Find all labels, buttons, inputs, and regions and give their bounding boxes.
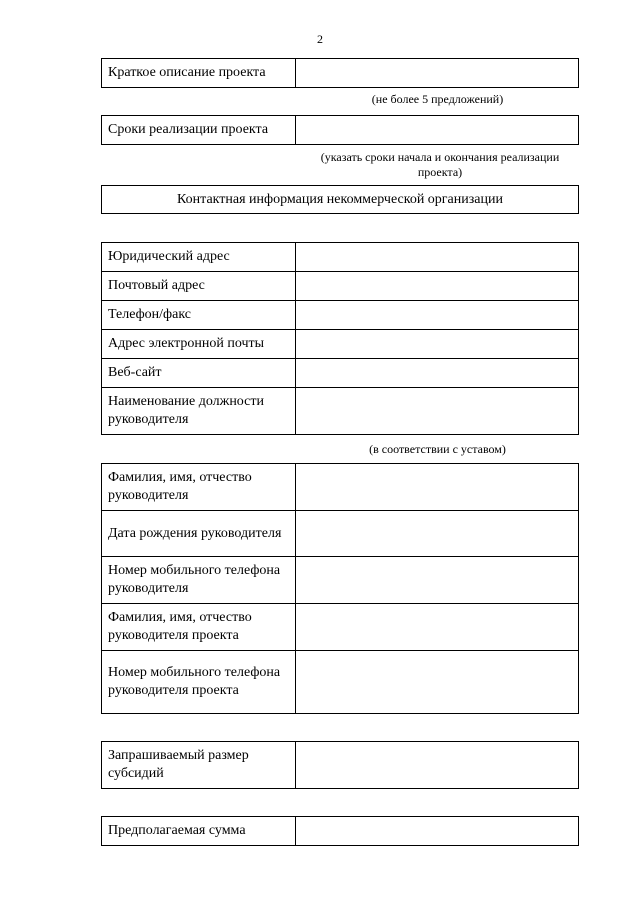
project-timeline-label: Сроки реализации проекта [102,116,296,145]
table-row [102,301,579,330]
contact-label-website: Веб-сайт [102,359,296,388]
page-number: 2 [317,32,323,46]
table-row [102,243,579,272]
contact-label-head-position: Наименование должности руководителя [102,388,296,435]
contact-label-legal-address: Юридический адрес [102,243,296,272]
table-row [102,359,579,388]
contact-label-email: Адрес электронной почты [102,330,296,359]
project-description-note: (не более 5 предложений) [371,92,504,106]
table-row [102,388,579,435]
legal-address-field[interactable] [296,243,579,272]
charter-note: (в соответствии с уставом) [369,442,506,456]
head-label-mobile: Номер мобильного телефона руководителя [102,557,296,604]
subsidy-label: Запрашиваемый размер субсидий [102,742,296,789]
table-row [102,272,579,301]
project-timeline-field[interactable] [296,116,579,145]
project-head-label-full-name: Фамилия, имя, отчество руководителя проекта [102,604,296,651]
website-field[interactable] [296,359,579,388]
contact-label-postal-address: Почтовый адрес [102,272,296,301]
table-row [102,511,579,557]
expected-sum-label: Предполагаемая сумма [102,817,296,846]
expected-sum-table [101,816,579,846]
subsidy-field[interactable] [296,742,579,789]
project-timeline-note-line1: (указать сроки начала и окончания реализации [320,150,560,164]
project-description-field[interactable] [296,59,579,88]
project-head-mobile-field[interactable] [296,651,579,714]
head-mobile-field[interactable] [296,557,579,604]
head-position-field[interactable] [296,388,579,435]
table-row [102,604,579,651]
phone-fax-field[interactable] [296,301,579,330]
table-row [102,464,579,511]
contact-table [101,242,579,435]
table-row [102,651,579,714]
head-label-full-name: Фамилия, имя, отчество руководителя [102,464,296,511]
project-head-full-name-field[interactable] [296,604,579,651]
contact-heading: Контактная информация некоммерческой организации [101,185,579,214]
project-timeline-note-line2: проекта) [417,165,463,179]
project-head-label-mobile: Номер мобильного телефона руководителя проекта [102,651,296,714]
email-field[interactable] [296,330,579,359]
project-timeline-table [101,115,579,145]
table-row [102,330,579,359]
project-description-label: Краткое описание проекта [102,59,296,88]
table-row [102,557,579,604]
project-description-table [101,58,579,88]
contact-label-phone-fax: Телефон/факс [102,301,296,330]
head-label-birth-date: Дата рождения руководителя [102,511,296,557]
subsidy-table [101,741,579,789]
head-table [101,463,579,714]
postal-address-field[interactable] [296,272,579,301]
expected-sum-field[interactable] [296,817,579,846]
head-birth-date-field[interactable] [296,511,579,557]
head-full-name-field[interactable] [296,464,579,511]
project-timeline-note [290,150,590,180]
